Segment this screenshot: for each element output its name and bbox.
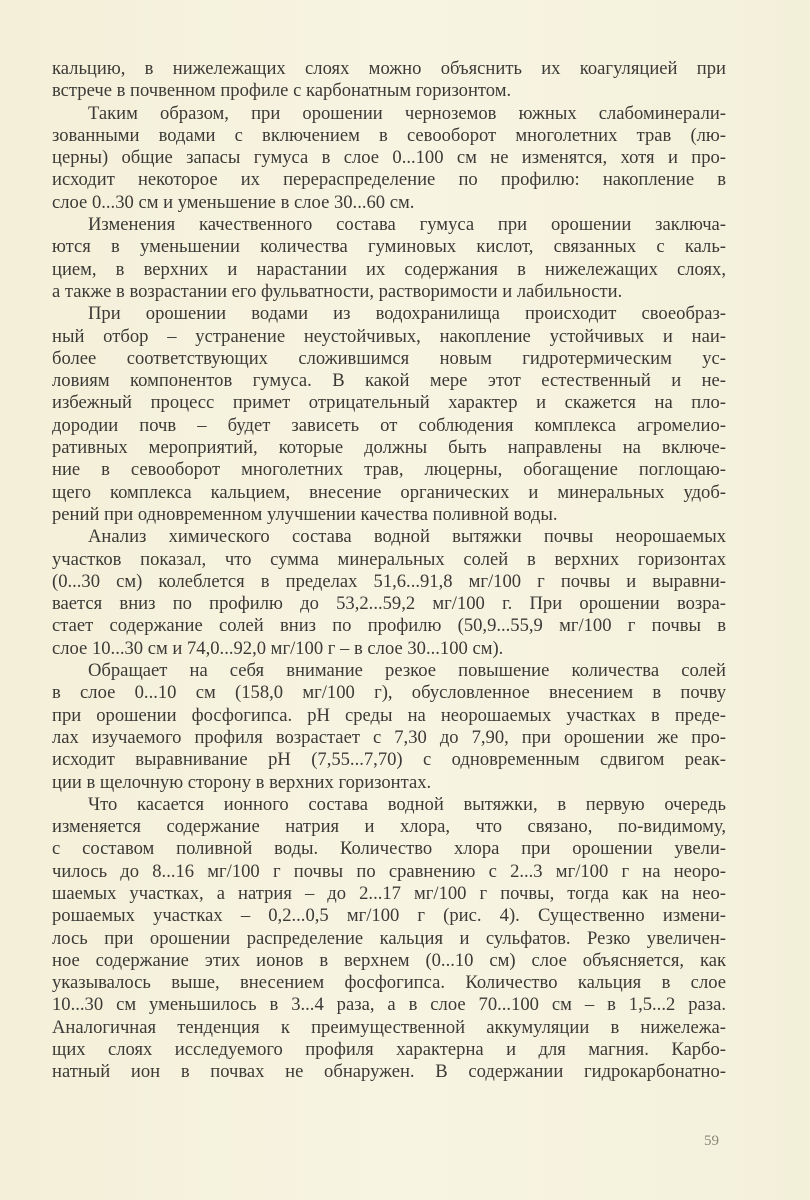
- text-line: При орошении водами из водохранилища происходит своеобраз-: [88, 303, 726, 325]
- paragraph: [52, 526, 726, 660]
- page-number: 59: [704, 1133, 719, 1149]
- text-line: ловиям компонентов гумуса. В какой мере этот естественный и не-: [52, 370, 726, 392]
- text-line: кальцию, в нижележащих слоях можно объяснить их коагуляцией при: [52, 58, 726, 79]
- text-line: ное содержание этих ионов в верхнем (0...10 см) слое объясняется, как: [52, 949, 726, 971]
- text-line: участков показал, что сумма минеральных солей в верхних горизонтах: [52, 548, 726, 570]
- text-line: 10...30 см уменьшилось в 3...4 раза, а в слое 70...100 см – в 1,5...2 раза.: [52, 994, 726, 1016]
- text-line: а также в возрастании его фульватности, растворимости и лабильности.: [52, 280, 623, 302]
- text-line: слое 0...30 см и уменьшение в слое 30...60 см.: [52, 191, 415, 213]
- text-line: лось при орошении распределение кальция и сульфатов. Резко увеличен-: [52, 927, 726, 949]
- text-line: дородии почв – будет зависеть от соблюдения комплекса агромелио-: [52, 414, 726, 436]
- text-line: натный ион в почвах не обнаружен. В содержании гидрокарбонатно-: [52, 1061, 726, 1083]
- text-line: Что касается ионного состава водной вытяжки, в первую очередь: [88, 793, 726, 815]
- text-line: при орошении фосфогипса. pH среды на неорошаемых участках в преде-: [52, 704, 726, 726]
- text-line: рений при одновременном улучшении качества поливной воды.: [52, 503, 558, 525]
- text-line: чилось до 8...16 мг/100 г почвы по сравнению с 2...3 мг/100 г на неоро-: [52, 860, 726, 882]
- text-line: указывалось выше, внесением фосфогипса. Количество кальция в слое: [52, 972, 726, 994]
- text-line: церны) общие запасы гумуса в слое 0...100 см не изменятся, хотя и про-: [52, 147, 726, 169]
- text-line: Изменения качественного состава гумуса при орошении заключа-: [88, 214, 726, 236]
- text-line: изменяется содержание натрия и хлора, что связано, по-видимому,: [52, 816, 726, 838]
- paragraph: [52, 303, 726, 526]
- text-line: зованными водами с включением в севооборот многолетних трав (лю-: [52, 124, 726, 146]
- paragraph: [52, 58, 726, 103]
- text-line: лах изучаемого профиля возрастает с 7,30 до 7,90, при орошении же про-: [52, 726, 726, 748]
- text-line: более соответствующих сложившимся новым гидротермическим ус-: [52, 347, 726, 369]
- text-line: ративных мероприятий, которые должны быть направлены на включе-: [52, 437, 726, 459]
- text-line: в слое 0...10 см (158,0 мг/100 г), обусловленное внесением в почву: [52, 682, 726, 704]
- text-line: щих слоях исследуемого профиля характерна и для магния. Карбо-: [52, 1039, 726, 1061]
- text-line: встрече в почвенном профиле с карбонатным горизонтом.: [52, 80, 512, 102]
- text-line: (0...30 см) колеблется в пределах 51,6...91,8 мг/100 г почвы и выравни-: [52, 570, 726, 592]
- text-line: исходит выравнивание pH (7,55...7,70) с одновременным сдвигом реак-: [52, 749, 726, 771]
- text-line: рошаемых участках – 0,2...0,5 мг/100 г (рис. 4). Существенно измени-: [52, 905, 726, 927]
- text-line: шаемых участках, а натрия – до 2...17 мг/100 г почвы, тогда как на нео-: [52, 882, 726, 904]
- text-line: исходит некоторое их перераспределение по профилю: накопление в: [52, 169, 726, 191]
- paragraph: [52, 103, 726, 214]
- text-line: щего комплекса кальцием, внесение органических и минеральных удоб-: [52, 481, 726, 503]
- text-line: ние в севооборот многолетних трав, люцерны, обогащение поглощаю-: [52, 459, 726, 481]
- text-line: Обращает на себя внимание резкое повышение количества солей: [88, 660, 726, 682]
- body-text: [52, 58, 726, 1084]
- paragraph: [52, 660, 726, 794]
- text-line: ции в щелочную сторону в верхних горизонтах.: [52, 771, 432, 793]
- text-line: Таким образом, при орошении черноземов южных слабоминерали-: [88, 102, 726, 124]
- text-line: вается вниз по профилю до 53,2...59,2 мг/100 г. При орошении возра-: [52, 593, 726, 615]
- text-line: избежный процесс примет отрицательный характер и скажется на пло-: [52, 392, 726, 414]
- text-line: слое 10...30 см и 74,0...92,0 мг/100 г – в слое 30...100 см).: [52, 637, 504, 659]
- text-line: ный отбор – устранение неустойчивых, накопление устойчивых и наи-: [52, 325, 726, 347]
- paragraph: [52, 794, 726, 1084]
- text-line: цием, в верхних и нарастании их содержания в нижележащих слоях,: [52, 258, 726, 280]
- text-line: ются в уменьшении количества гуминовых кислот, связанных с каль-: [52, 236, 726, 258]
- text-line: стает содержание солей вниз по профилю (50,9...55,9 мг/100 г почвы в: [52, 615, 726, 637]
- text-line: Аналогичная тенденция к преимущественной аккумуляции в нижележа-: [52, 1016, 726, 1038]
- text-line: с составом поливной воды. Количество хлора при орошении увели-: [52, 838, 726, 860]
- text-line: Анализ химического состава водной вытяжки почвы неорошаемых: [88, 526, 726, 548]
- paragraph: [52, 214, 726, 303]
